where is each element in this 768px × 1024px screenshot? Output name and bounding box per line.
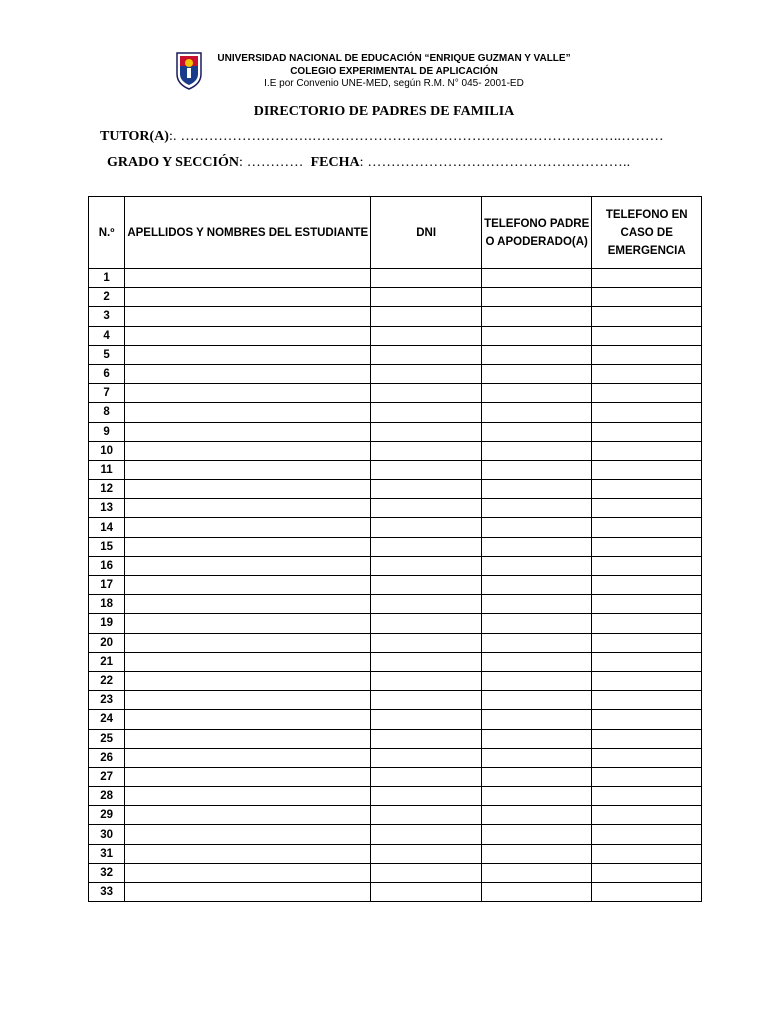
- row-number: 31: [89, 844, 125, 863]
- table-row: [89, 729, 702, 748]
- table-row: [89, 748, 702, 767]
- row-number: 12: [89, 480, 125, 499]
- emergency-phone-cell[interactable]: [592, 499, 702, 518]
- parent-phone-cell[interactable]: [481, 576, 592, 595]
- row-number: 13: [89, 499, 125, 518]
- row-number: 25: [89, 729, 125, 748]
- emergency-phone-cell[interactable]: [592, 403, 702, 422]
- dni-cell[interactable]: [371, 767, 482, 786]
- row-number: 24: [89, 710, 125, 729]
- dni-cell[interactable]: [371, 403, 482, 422]
- grado-dots: : …………: [238, 155, 304, 170]
- parent-phone-cell[interactable]: [481, 825, 592, 844]
- parent-phone-cell[interactable]: [481, 345, 592, 364]
- student-name-cell[interactable]: [125, 403, 371, 422]
- student-name-cell[interactable]: [125, 307, 371, 326]
- student-name-cell[interactable]: [125, 633, 371, 652]
- student-name-cell[interactable]: [125, 595, 371, 614]
- emergency-phone-cell[interactable]: [592, 806, 702, 825]
- parent-phone-cell[interactable]: [481, 652, 592, 671]
- emergency-phone-cell[interactable]: [592, 767, 702, 786]
- row-number: 7: [89, 384, 125, 403]
- header-dni: DNI: [371, 197, 482, 269]
- student-name-cell[interactable]: [125, 748, 371, 767]
- tutor-dots: :. ……………………….…………………….…………………………………..………: [168, 129, 664, 144]
- student-name-cell[interactable]: [125, 710, 371, 729]
- row-number: 6: [89, 364, 125, 383]
- emergency-phone-cell[interactable]: [592, 326, 702, 345]
- emergency-phone-cell[interactable]: [592, 787, 702, 806]
- row-number: 32: [89, 863, 125, 882]
- dni-cell[interactable]: [371, 844, 482, 863]
- tutor-label: TUTOR(A): [100, 129, 169, 144]
- table-row: [89, 883, 702, 902]
- student-name-cell[interactable]: [125, 288, 371, 307]
- dni-cell[interactable]: [371, 652, 482, 671]
- table-row: [89, 863, 702, 882]
- row-number: 23: [89, 691, 125, 710]
- student-name-cell[interactable]: [125, 518, 371, 537]
- student-name-cell[interactable]: [125, 537, 371, 556]
- dni-cell[interactable]: [371, 556, 482, 575]
- fecha-label: FECHA: [310, 155, 360, 170]
- row-number: 18: [89, 595, 125, 614]
- college-name: COLEGIO EXPERIMENTAL DE APLICACIÓN: [290, 66, 498, 77]
- emergency-phone-cell[interactable]: [592, 518, 702, 537]
- dni-cell[interactable]: [371, 671, 482, 690]
- emergency-phone-cell[interactable]: [592, 691, 702, 710]
- parent-phone-cell[interactable]: [481, 422, 592, 441]
- parent-phone-cell[interactable]: [481, 748, 592, 767]
- document-header: [0, 0, 768, 100]
- row-number: 22: [89, 671, 125, 690]
- emergency-phone-cell[interactable]: [592, 576, 702, 595]
- row-number: 21: [89, 652, 125, 671]
- emergency-phone-cell[interactable]: [592, 269, 702, 288]
- row-number: 28: [89, 787, 125, 806]
- emergency-phone-cell[interactable]: [592, 883, 702, 902]
- table-header-row: [89, 197, 702, 269]
- row-number: 4: [89, 326, 125, 345]
- table-row: [89, 345, 702, 364]
- row-number: 16: [89, 556, 125, 575]
- table-row: [89, 480, 702, 499]
- parent-phone-cell[interactable]: [481, 671, 592, 690]
- parent-phone-cell[interactable]: [481, 729, 592, 748]
- table-row: [89, 326, 702, 345]
- emergency-phone-cell[interactable]: [592, 671, 702, 690]
- parent-phone-cell[interactable]: [481, 556, 592, 575]
- header-parent-phone: TELEFONO PADRE O APODERADO(A): [481, 197, 592, 269]
- table-row: [89, 269, 702, 288]
- parent-phone-cell[interactable]: [481, 883, 592, 902]
- dni-cell[interactable]: [371, 710, 482, 729]
- page-title: DIRECTORIO DE PADRES DE FAMILIA: [253, 104, 515, 119]
- table-row: [89, 844, 702, 863]
- university-name: UNIVERSIDAD NACIONAL DE EDUCACIÓN “ENRIQUE GUZMAN Y VALLE”: [217, 53, 571, 64]
- student-name-cell[interactable]: [125, 345, 371, 364]
- emergency-phone-cell[interactable]: [592, 825, 702, 844]
- dni-cell[interactable]: [371, 441, 482, 460]
- parent-phone-cell[interactable]: [481, 844, 592, 863]
- emergency-phone-cell[interactable]: [592, 710, 702, 729]
- row-number: 10: [89, 441, 125, 460]
- table-row: [89, 441, 702, 460]
- row-number: 9: [89, 422, 125, 441]
- student-name-cell[interactable]: [125, 441, 371, 460]
- parent-phone-cell[interactable]: [481, 403, 592, 422]
- emergency-phone-cell[interactable]: [592, 345, 702, 364]
- tutor-field: [100, 129, 664, 145]
- grado-label: GRADO Y SECCIÓN: [107, 155, 239, 170]
- table-row: [89, 422, 702, 441]
- parent-phone-cell[interactable]: [481, 537, 592, 556]
- emergency-phone-cell[interactable]: [592, 556, 702, 575]
- table-row: [89, 556, 702, 575]
- parent-phone-cell[interactable]: [481, 288, 592, 307]
- row-number: 33: [89, 883, 125, 902]
- emergency-phone-cell[interactable]: [592, 307, 702, 326]
- emergency-phone-cell[interactable]: [592, 537, 702, 556]
- table-row: [89, 537, 702, 556]
- dni-cell[interactable]: [371, 691, 482, 710]
- student-name-cell[interactable]: [125, 787, 371, 806]
- row-number: 29: [89, 806, 125, 825]
- table-row: [89, 518, 702, 537]
- parent-phone-cell[interactable]: [481, 518, 592, 537]
- parent-phone-cell[interactable]: [481, 767, 592, 786]
- table-row: [89, 460, 702, 479]
- emergency-phone-cell[interactable]: [592, 441, 702, 460]
- student-name-cell[interactable]: [125, 269, 371, 288]
- table-row: [89, 614, 702, 633]
- dni-cell[interactable]: [371, 422, 482, 441]
- emergency-phone-cell[interactable]: [592, 364, 702, 383]
- parent-phone-cell[interactable]: [481, 269, 592, 288]
- emergency-phone-cell[interactable]: [592, 614, 702, 633]
- parent-phone-cell[interactable]: [481, 710, 592, 729]
- parent-phone-cell[interactable]: [481, 326, 592, 345]
- student-name-cell[interactable]: [125, 806, 371, 825]
- row-number: 2: [89, 288, 125, 307]
- emergency-phone-cell[interactable]: [592, 480, 702, 499]
- parent-phone-cell[interactable]: [481, 480, 592, 499]
- dni-cell[interactable]: [371, 595, 482, 614]
- dni-cell[interactable]: [371, 633, 482, 652]
- student-name-cell[interactable]: [125, 480, 371, 499]
- student-name-cell[interactable]: [125, 614, 371, 633]
- table-row: [89, 384, 702, 403]
- parent-phone-cell[interactable]: [481, 806, 592, 825]
- row-number: 3: [89, 307, 125, 326]
- student-name-cell[interactable]: [125, 671, 371, 690]
- dni-cell[interactable]: [371, 748, 482, 767]
- dni-cell[interactable]: [371, 825, 482, 844]
- emergency-phone-cell[interactable]: [592, 460, 702, 479]
- student-name-cell[interactable]: [125, 767, 371, 786]
- student-name-cell[interactable]: [125, 326, 371, 345]
- header-student-name: APELLIDOS Y NOMBRES DEL ESTUDIANTE: [125, 197, 371, 269]
- table-row: [89, 787, 702, 806]
- student-name-cell[interactable]: [125, 652, 371, 671]
- table-row: [89, 825, 702, 844]
- emergency-phone-cell[interactable]: [592, 729, 702, 748]
- student-name-cell[interactable]: [125, 691, 371, 710]
- parent-phone-cell[interactable]: [481, 787, 592, 806]
- parent-phone-cell[interactable]: [481, 691, 592, 710]
- table-row: [89, 307, 702, 326]
- table-row: [89, 652, 702, 671]
- row-number: 1: [89, 269, 125, 288]
- dni-cell[interactable]: [371, 518, 482, 537]
- student-name-cell[interactable]: [125, 556, 371, 575]
- table-row: [89, 671, 702, 690]
- table-row: [89, 710, 702, 729]
- row-number: 30: [89, 825, 125, 844]
- row-number: 19: [89, 614, 125, 633]
- student-name-cell[interactable]: [125, 422, 371, 441]
- student-name-cell[interactable]: [125, 863, 371, 882]
- student-name-cell[interactable]: [125, 729, 371, 748]
- emergency-phone-cell[interactable]: [592, 633, 702, 652]
- row-number: 20: [89, 633, 125, 652]
- table-row: [89, 364, 702, 383]
- emergency-phone-cell[interactable]: [592, 595, 702, 614]
- row-number: 14: [89, 518, 125, 537]
- dni-cell[interactable]: [371, 806, 482, 825]
- student-name-cell[interactable]: [125, 844, 371, 863]
- dni-cell[interactable]: [371, 863, 482, 882]
- emergency-phone-cell[interactable]: [592, 288, 702, 307]
- dni-cell[interactable]: [371, 364, 482, 383]
- row-number: 26: [89, 748, 125, 767]
- parent-phone-cell[interactable]: [481, 633, 592, 652]
- parent-phone-cell[interactable]: [481, 364, 592, 383]
- table-row: [89, 403, 702, 422]
- parent-phone-cell[interactable]: [481, 863, 592, 882]
- table-row: [89, 767, 702, 786]
- student-name-cell[interactable]: [125, 825, 371, 844]
- table-row: [89, 806, 702, 825]
- dni-cell[interactable]: [371, 345, 482, 364]
- parent-phone-cell[interactable]: [481, 441, 592, 460]
- emergency-phone-cell[interactable]: [592, 422, 702, 441]
- table-row: [89, 633, 702, 652]
- row-number: 5: [89, 345, 125, 364]
- dni-cell[interactable]: [371, 326, 482, 345]
- table-row: [89, 595, 702, 614]
- table-row: [89, 576, 702, 595]
- parent-phone-cell[interactable]: [481, 384, 592, 403]
- dni-cell[interactable]: [371, 537, 482, 556]
- row-number: 15: [89, 537, 125, 556]
- emergency-phone-cell[interactable]: [592, 652, 702, 671]
- parent-phone-cell[interactable]: [481, 499, 592, 518]
- dni-cell[interactable]: [371, 480, 482, 499]
- dni-cell[interactable]: [371, 576, 482, 595]
- dni-cell[interactable]: [371, 460, 482, 479]
- emergency-phone-cell[interactable]: [592, 863, 702, 882]
- dni-cell[interactable]: [371, 787, 482, 806]
- parent-phone-cell[interactable]: [481, 595, 592, 614]
- student-name-cell[interactable]: [125, 460, 371, 479]
- dni-cell[interactable]: [371, 614, 482, 633]
- dni-cell[interactable]: [371, 269, 482, 288]
- row-number: 8: [89, 403, 125, 422]
- dni-cell[interactable]: [371, 288, 482, 307]
- dni-cell[interactable]: [371, 883, 482, 902]
- dni-cell[interactable]: [371, 499, 482, 518]
- table-row: [89, 499, 702, 518]
- student-name-cell[interactable]: [125, 576, 371, 595]
- emergency-phone-cell[interactable]: [592, 844, 702, 863]
- student-name-cell[interactable]: [125, 499, 371, 518]
- row-number: 11: [89, 460, 125, 479]
- header-number: N.º: [89, 197, 125, 269]
- row-number: 17: [89, 576, 125, 595]
- emergency-phone-cell[interactable]: [592, 384, 702, 403]
- table-row: [89, 691, 702, 710]
- dni-cell[interactable]: [371, 729, 482, 748]
- dni-cell[interactable]: [371, 384, 482, 403]
- parent-phone-cell[interactable]: [481, 307, 592, 326]
- table-row: [89, 288, 702, 307]
- student-name-cell[interactable]: [125, 883, 371, 902]
- header-emergency-phone: TELEFONO EN CASO DE EMERGENCIA: [592, 197, 702, 269]
- emergency-phone-cell[interactable]: [592, 748, 702, 767]
- row-number: 27: [89, 767, 125, 786]
- student-name-cell[interactable]: [125, 384, 371, 403]
- directory-table: [88, 196, 702, 902]
- convenio-line: I.E por Convenio UNE-MED, según R.M. N° 045- 2001-ED: [264, 78, 524, 89]
- grado-fecha-field: [107, 155, 630, 171]
- parent-phone-cell[interactable]: [481, 614, 592, 633]
- fecha-dots: : ………………………………………………..: [359, 155, 631, 170]
- student-name-cell[interactable]: [125, 364, 371, 383]
- parent-phone-cell[interactable]: [481, 460, 592, 479]
- dni-cell[interactable]: [371, 307, 482, 326]
